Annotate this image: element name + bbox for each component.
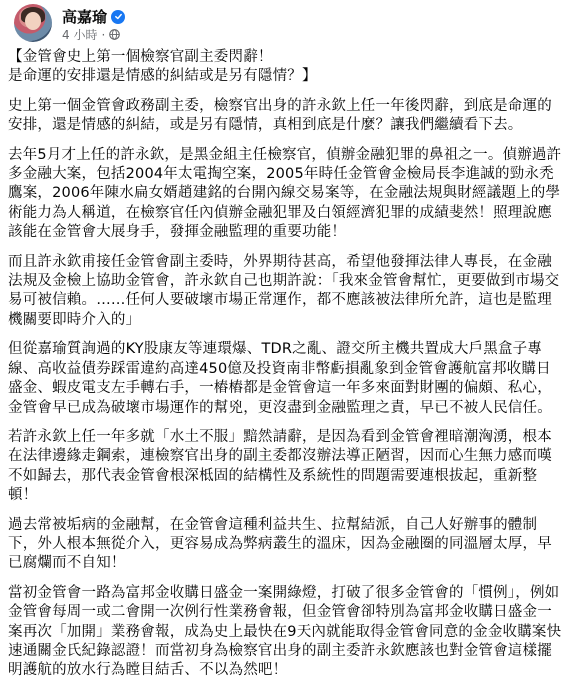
paragraph: 史上第一個金管會政務副主委，檢察官出身的許永欽上任一年後閃辭，到底是命運的安排，還是情感的糾結，或是另有隱情，真相到底是什麼？讓我們繼續看下去。: [8, 97, 552, 134]
avatar[interactable]: [14, 4, 52, 42]
paragraph: 當初金管會一路為富邦金收購日盛金一案開綠燈，打破了很多金管會的「慣例」，例如金管會每周一或二會開一次例行性業務會報，但金管會卻特別為富邦金收購日盛金一案再次「加開」業務會報，成為史上最快在9天內就能取得金管會同意的金金收購案快速通關金氏紀錄認證！而當初身為檢察官出身的副主委許永欽應該也對金管會這樣擺明護航的放水行為瞠目結舌、不以為然吧！: [8, 584, 562, 679]
globe-icon[interactable]: [109, 29, 120, 40]
post-title: [8, 48, 563, 87]
post-body: [8, 48, 563, 681]
paragraph: 若許永欽上任一年多就「水土不服」黯然請辭，是因為看到金管會裡暗潮洶湧，根本在法律邊緣走鋼索，連檢察官出身的副主委都沒辦法導正陋習，因而心生無力感而嘆不如歸去，那代表金管會根深柢固的結構性及系統性的問題需要連根拔起，重新整頓！: [8, 428, 552, 504]
title-line: 【金管會史上第一個檢察官副主委閃辭！: [8, 49, 273, 65]
avatar-face: [25, 12, 41, 30]
author-row: [62, 6, 125, 27]
post-meta: [62, 26, 120, 43]
post-time[interactable]: 4 小時: [62, 28, 98, 42]
meta-separator: ·: [101, 27, 106, 42]
paragraph: 而且許永欽甫接任金管會副主委時，外界期待甚高，希望他發揮法律人專長，在金融法規及金檢上協助金管會，許永欽自己也期許說：「我來金管會幫忙，更要做到市場交易可被信賴。……任何人要破壞市場正常運作，都不應該被法律所允許，這也是監理機關要即時介入的」: [8, 253, 560, 328]
paragraph: 去年5月才上任的許永欽，是黑金組主任檢察官，偵辦金融犯罪的鼻祖之一。偵辦過許多金融大案，包括2004年太電掏空案，2005年時任金管會金檢局長李進誠的勁永禿鷹案，2006年陳水扁女婿趙建銘的台開內線交易案等，在金融法規與財經議題上的學術能力為人稱道，在檢察官任內偵辦金融犯罪及白領經濟犯罪的成績斐然！照理說應該能在金管會大展身手，發揮金融監理的重要功能！: [8, 146, 562, 241]
title-line: 是命運的安排還是情感的糾結或是另有隱情？】: [8, 68, 317, 85]
paragraph: 過去常被垢病的金融幫，在金管會這種利益共生、拉幫結派，自己人好辦事的體制下，外人根本無從介入，更容易成為弊病叢生的溫床，因為金融圈的同溫層太厚，早已腐爛而不自知！: [8, 516, 552, 572]
post-header: [8, 0, 563, 48]
author-name[interactable]: 高嘉瑜: [62, 8, 108, 26]
verified-badge-icon: [111, 10, 125, 24]
paragraph: 但從嘉瑜質詢過的KY股康友等連環爆、TDR之亂、證交所主機共置成大戶黑盒子專線、高收益債券踩雷違約高達450億及投資南非幣虧損亂象到金管會護航富邦收購日盛金、蝦皮電支左手轉右手，一樁樁都是金管會這一年多來面對財團的偏頗、私心，金管會早已成為破壞市場運作的幫兇，更沒盡到金融監理之責，早已不被人民信任。: [8, 341, 552, 416]
